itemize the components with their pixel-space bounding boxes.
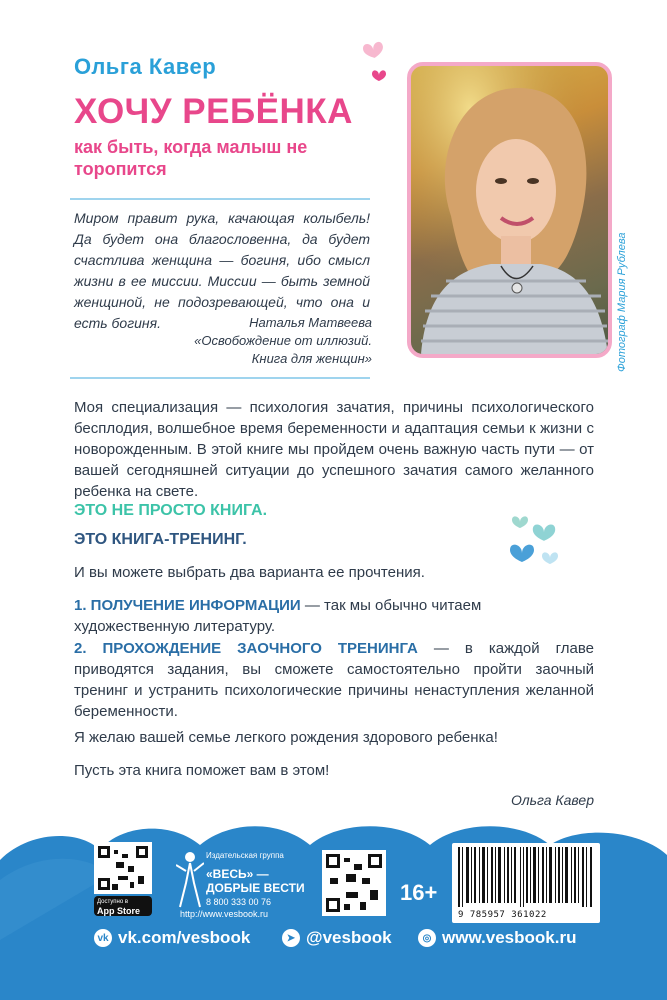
website-link[interactable] xyxy=(418,928,576,948)
heart-pink-small-icon xyxy=(372,70,386,81)
epigraph-attribution xyxy=(140,314,372,368)
closing-paragraph: Пусть эта книга поможет вам в этом! xyxy=(74,762,330,779)
globe-icon: ◎ xyxy=(418,929,436,947)
author-photo xyxy=(407,62,612,358)
vk-link-text: vk.com/vesbook xyxy=(118,928,251,947)
publisher-name xyxy=(206,867,305,895)
heart-teal-icon xyxy=(512,516,528,528)
app-store-badge-small: Доступно в xyxy=(97,899,129,905)
heading-not-just-book: ЭТО НЕ ПРОСТО КНИГА. xyxy=(74,502,268,519)
divider-bottom xyxy=(70,377,370,379)
age-rating-badge: 16+ xyxy=(400,880,438,905)
heading-training-book: ЭТО КНИГА-ТРЕНИНГ. xyxy=(74,531,247,548)
author-signature: Ольга Кавер xyxy=(510,792,594,808)
wish-paragraph: Я желаю вашей семье легкого рождения здорового ребенка! xyxy=(74,729,498,746)
app-store-badge[interactable] xyxy=(94,896,152,916)
telegram-link-text: @vesbook xyxy=(306,928,392,947)
vk-link[interactable] xyxy=(94,928,250,948)
heart-blue-icon xyxy=(510,545,534,562)
author-portrait-illustration xyxy=(411,66,608,354)
isbn-barcode xyxy=(452,843,600,923)
qr-pattern-site xyxy=(326,854,382,912)
epigraph-source-line1: «Освобождение от иллюзий. xyxy=(194,333,372,348)
telegram-icon: ➤ xyxy=(282,929,300,947)
option1-label: 1. ПОЛУЧЕНИЕ ИНФОРМАЦИИ xyxy=(74,597,301,614)
telegram-link[interactable] xyxy=(282,928,392,948)
publisher-phone: 8 800 333 00 76 xyxy=(206,897,272,907)
option2-text: — в каждой главе приводятся задания, вы сможете самостоятельно пройти заочный тренинг и устранить психологические причины ненаступления желанной беременности. xyxy=(74,640,594,720)
book-subtitle: как быть, когда малыш не торопится xyxy=(74,137,308,179)
heart-teal-large-icon xyxy=(533,525,555,541)
publisher-url[interactable]: http://www.vesbook.ru xyxy=(180,909,269,919)
option-information xyxy=(74,595,594,637)
photo-credit: Фотограф Мария Рублева xyxy=(616,232,628,372)
epigraph-text: Миром правит рука, качающая колыбель! Да будет она благословенна, да будет счастлива женщина — богиня, ибо смысл жизни в ее миссии. Миссии — быть земной женщиной, не подозревающей, что она и есть богиня. xyxy=(74,210,370,331)
site-qr-code[interactable] xyxy=(322,850,386,916)
footer-links xyxy=(0,928,667,958)
divider-top xyxy=(70,198,370,200)
vk-icon: vk xyxy=(94,929,112,947)
option2-label: 2. ПРОХОЖДЕНИЕ ЗАОЧНОГО ТРЕНИНГА xyxy=(74,640,418,657)
reading-options-intro: И вы можете выбрать два варианта ее прочтения. xyxy=(74,564,425,581)
qr-pattern xyxy=(98,846,148,890)
publisher-name-line1: «ВЕСЬ» — xyxy=(206,867,269,881)
publisher-logo-icon xyxy=(176,849,204,909)
hearts-top-decoration xyxy=(346,38,406,98)
option-training xyxy=(74,638,594,722)
isbn-number: 9 785957 361022 xyxy=(458,910,547,920)
app-qr-code[interactable] xyxy=(94,842,152,894)
epigraph-author: Наталья Матвеева xyxy=(249,315,372,330)
app-store-badge-name: App Store xyxy=(97,906,141,916)
epigraph-source-line2: Книга для женщин» xyxy=(251,351,372,366)
book-title: ХОЧУ РЕБЁНКА xyxy=(74,92,353,131)
website-link-text: www.vesbook.ru xyxy=(442,928,577,947)
author-name: Ольга Кавер xyxy=(74,54,217,79)
heart-pink-large-icon xyxy=(362,41,384,59)
publisher-group-label: Издательская группа xyxy=(206,851,284,860)
barcode-bars xyxy=(458,847,594,907)
option1-text: — так мы обычно читаем художественную литературу. xyxy=(74,597,482,635)
intro-paragraph: Моя специализация — психология зачатия, причины психологического бесплодия, волшебное время беременности и адаптация семьи к жизни с новорожденным. В этой книге мы пройдем очень важную часть пути — от вашей сегодняшней ситуации до успешного зачатия самого желанного ребенка на свете. xyxy=(74,399,594,500)
publisher-name-line2: ДОБРЫЕ ВЕСТИ xyxy=(206,881,305,895)
